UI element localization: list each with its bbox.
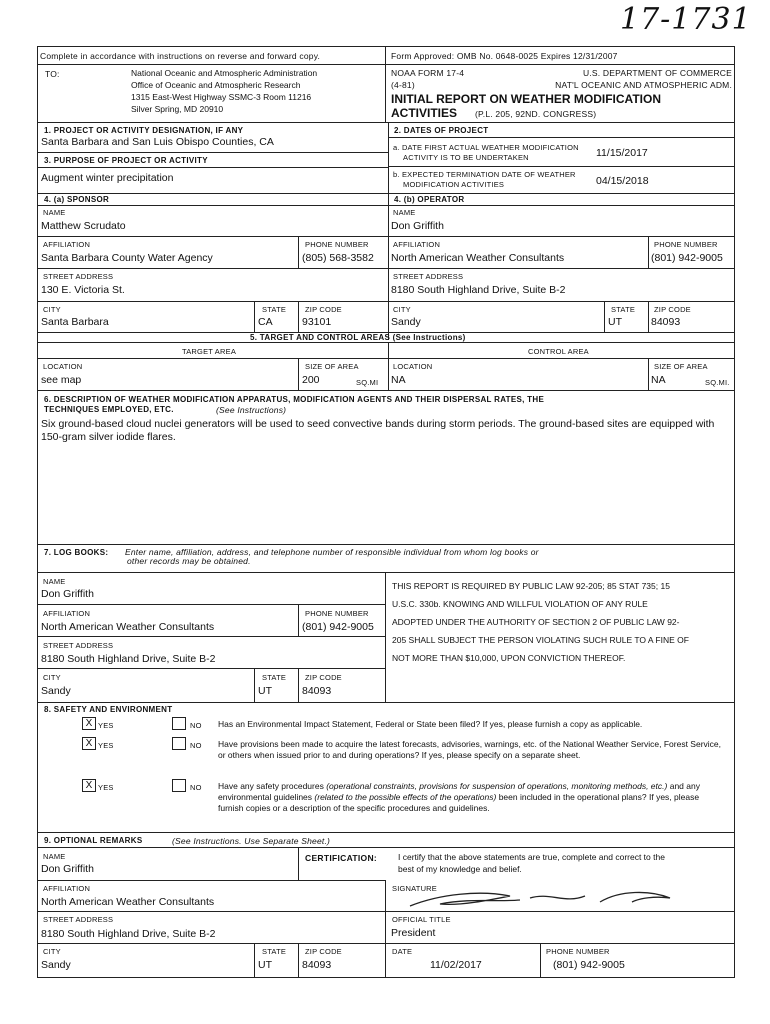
project-designation: Santa Barbara and San Luis Obispo Counties, CA bbox=[41, 136, 274, 148]
sponsor-city-label: CITY bbox=[43, 305, 61, 314]
safety-question-2: Have provisions been made to acquire the latest forecasts, advisories, warnings, etc. of the National Weather Service, Forest Service, or others when issued prior to and during operations? If yes, please specify on a separate sheet. bbox=[218, 739, 722, 760]
law-notice-line-5: NOT MORE THAN $10,000, UPON CONVICTION THEREOF. bbox=[392, 653, 626, 663]
certification-text-2: best of my knowledge and belief. bbox=[398, 864, 522, 874]
target-location: see map bbox=[41, 374, 82, 386]
certification-date: 11/02/2017 bbox=[430, 959, 482, 971]
section-9-header: 9. OPTIONAL REMARKS bbox=[44, 836, 143, 845]
remarks-city: Sandy bbox=[41, 959, 71, 971]
handwritten-report-number: 17-1731 bbox=[620, 2, 752, 37]
operator-phone: (801) 942-9005 bbox=[651, 252, 723, 264]
control-area-label: CONTROL AREA bbox=[528, 347, 589, 356]
date-first-activity: 11/15/2017 bbox=[596, 147, 648, 159]
date-first-label-2: ACTIVITY IS TO BE UNDERTAKEN bbox=[403, 153, 529, 162]
termination-label: b. EXPECTED TERMINATION DATE OF WEATHER bbox=[393, 170, 576, 179]
to-address-line-4: Silver Spring, MD 20910 bbox=[131, 104, 224, 114]
log-zip: 84093 bbox=[302, 685, 332, 697]
section-6-note: (See Instructions) bbox=[216, 405, 287, 415]
date-first-label: a. DATE FIRST ACTUAL WEATHER MODIFICATION bbox=[393, 143, 579, 152]
q3-yes-label: YES bbox=[98, 783, 114, 792]
log-street: 8180 South Highland Drive, Suite B-2 bbox=[41, 653, 216, 665]
log-street-label: STREET ADDRESS bbox=[43, 641, 114, 650]
form-date: (4-81) bbox=[391, 80, 415, 90]
q2-yes-label: YES bbox=[98, 741, 114, 750]
log-affiliation-label: AFFILIATION bbox=[43, 609, 91, 618]
q3-no-checkbox[interactable] bbox=[172, 779, 186, 792]
sponsor-zip: 93101 bbox=[302, 316, 332, 328]
q1-no-label: NO bbox=[190, 721, 202, 730]
law-notice-line-2: U.S.C. 330b. KNOWING AND WILLFUL VIOLATION OF ANY RULE bbox=[392, 599, 648, 609]
q2-no-checkbox[interactable] bbox=[172, 737, 186, 750]
operator-affiliation-label: AFFILIATION bbox=[393, 240, 441, 249]
project-purpose: Augment winter precipitation bbox=[41, 172, 174, 184]
to-address-line-3: 1315 East-West Highway SSMC-3 Room 11216 bbox=[131, 92, 312, 102]
signature bbox=[400, 884, 720, 914]
instruction-text: Complete in accordance with instructions on reverse and forward copy. bbox=[40, 51, 321, 61]
remarks-city-label: CITY bbox=[43, 947, 61, 956]
sponsor-phone-label: PHONE NUMBER bbox=[305, 240, 369, 249]
remarks-state: UT bbox=[258, 959, 272, 971]
signature-label: SIGNATURE bbox=[392, 884, 437, 893]
target-size-label: SIZE OF AREA bbox=[305, 362, 359, 371]
section-6-header: 6. DESCRIPTION OF WEATHER MODIFICATION APPARATUS, MODIFICATION AGENTS AND THEIR DISPERSAL RATES, THE bbox=[44, 395, 545, 404]
sponsor-name: Matthew Scrudato bbox=[41, 220, 126, 232]
operator-state: UT bbox=[608, 316, 622, 328]
official-title-label: OFFICIAL TITLE bbox=[392, 915, 451, 924]
operator-state-label: STATE bbox=[611, 305, 636, 314]
log-zip-label: ZIP CODE bbox=[305, 673, 342, 682]
to-address-line-1: National Oceanic and Atmospheric Administration bbox=[131, 68, 318, 78]
department-line-1: U.S. DEPARTMENT OF COMMERCE bbox=[583, 68, 732, 78]
control-size-unit: SQ.MI. bbox=[705, 378, 730, 387]
sponsor-street: 130 E. Victoria St. bbox=[41, 284, 125, 296]
q2-no-label: NO bbox=[190, 741, 202, 750]
remarks-street: 8180 South Highland Drive, Suite B-2 bbox=[41, 928, 216, 940]
section-2-header: 2. DATES OF PROJECT bbox=[394, 126, 489, 135]
q3-part-a: Have any safety procedures bbox=[218, 781, 324, 791]
remarks-affiliation-label: AFFILIATION bbox=[43, 884, 91, 893]
form-title-2: ACTIVITIES bbox=[391, 106, 458, 120]
certification-text: I certify that the above statements are true, complete and correct to the bbox=[398, 852, 665, 862]
remarks-state-label: STATE bbox=[262, 947, 287, 956]
operator-zip: 84093 bbox=[651, 316, 681, 328]
cert-phone: (801) 942-9005 bbox=[553, 959, 625, 971]
q3-part-d: (related to the possible effects of the operations) bbox=[314, 792, 497, 802]
log-state: UT bbox=[258, 685, 272, 697]
law-notice-line-4: 205 SHALL SUBJECT THE PERSON VIOLATING SUCH RULE TO A FINE OF bbox=[392, 635, 689, 645]
sponsor-street-label: STREET ADDRESS bbox=[43, 272, 114, 281]
section-1-header: 1. PROJECT OR ACTIVITY DESIGNATION, IF ANY bbox=[44, 126, 244, 135]
sponsor-city: Santa Barbara bbox=[41, 316, 109, 328]
operator-street-label: STREET ADDRESS bbox=[393, 272, 464, 281]
q3-part-c: and any environmental guidelines bbox=[218, 781, 700, 802]
operator-street: 8180 South Highland Drive, Suite B-2 bbox=[391, 284, 566, 296]
target-area-label: TARGET AREA bbox=[182, 347, 237, 356]
sponsor-affiliation: Santa Barbara County Water Agency bbox=[41, 252, 213, 264]
section-3-header: 3. PURPOSE OF PROJECT OR ACTIVITY bbox=[44, 156, 208, 165]
section-4b-header: 4. (b) OPERATOR bbox=[394, 195, 465, 204]
remarks-street-label: STREET ADDRESS bbox=[43, 915, 114, 924]
official-title: President bbox=[391, 927, 436, 939]
operator-city: Sandy bbox=[391, 316, 421, 328]
form-title: INITIAL REPORT ON WEATHER MODIFICATION bbox=[391, 92, 661, 106]
section-7-note: Enter name, affiliation, address, and telephone number of responsible individual from whom log books or bbox=[125, 547, 539, 557]
log-state-label: STATE bbox=[262, 673, 287, 682]
log-name: Don Griffith bbox=[41, 588, 94, 600]
log-name-label: NAME bbox=[43, 577, 66, 586]
section-7-note-2: other records may be obtained. bbox=[127, 556, 251, 566]
remarks-zip: 84093 bbox=[302, 959, 332, 971]
operator-name-label: NAME bbox=[393, 208, 416, 217]
control-location: NA bbox=[391, 374, 406, 386]
log-city: Sandy bbox=[41, 685, 71, 697]
log-city-label: CITY bbox=[43, 673, 61, 682]
log-affiliation: North American Weather Consultants bbox=[41, 621, 215, 633]
remarks-affiliation: North American Weather Consultants bbox=[41, 896, 215, 908]
section-6-header-2: TECHNIQUES EMPLOYED, ETC. bbox=[44, 405, 174, 414]
operator-phone-label: PHONE NUMBER bbox=[654, 240, 718, 249]
control-size-label: SIZE OF AREA bbox=[654, 362, 708, 371]
law-notice-line-1: THIS REPORT IS REQUIRED BY PUBLIC LAW 92-205; 85 STAT 735; 15 bbox=[392, 581, 670, 591]
q1-yes-label: YES bbox=[98, 721, 114, 730]
section-9-note: (See Instructions. Use Separate Sheet.) bbox=[172, 836, 331, 846]
sponsor-name-label: NAME bbox=[43, 208, 66, 217]
department-line-2: NAT'L OCEANIC AND ATMOSPHERIC ADM. bbox=[555, 80, 732, 90]
q1-no-checkbox[interactable] bbox=[172, 717, 186, 730]
remarks-name-label: NAME bbox=[43, 852, 66, 861]
section-5-header: 5. TARGET AND CONTROL AREAS (See Instructions) bbox=[250, 333, 466, 342]
log-phone-label: PHONE NUMBER bbox=[305, 609, 369, 618]
form-number: NOAA FORM 17-4 bbox=[391, 68, 465, 78]
sponsor-phone: (805) 568-3582 bbox=[302, 252, 374, 264]
section-8-header: 8. SAFETY AND ENVIRONMENT bbox=[44, 705, 173, 714]
date-label: DATE bbox=[392, 947, 413, 956]
operator-name: Don Griffith bbox=[391, 220, 444, 232]
safety-question-3 bbox=[218, 781, 723, 814]
target-size: 200 bbox=[302, 374, 320, 386]
sponsor-state-label: STATE bbox=[262, 305, 287, 314]
cert-phone-label: PHONE NUMBER bbox=[546, 947, 610, 956]
control-location-label: LOCATION bbox=[393, 362, 433, 371]
control-size: NA bbox=[651, 374, 666, 386]
law-notice-line-3: ADOPTED UNDER THE AUTHORITY OF SECTION 2 OF PUBLIC LAW 92- bbox=[392, 617, 680, 627]
q3-yes-checkbox[interactable]: X bbox=[82, 779, 96, 792]
section-4a-header: 4. (a) SPONSOR bbox=[44, 195, 110, 204]
log-phone: (801) 942-9005 bbox=[302, 621, 374, 633]
sponsor-zip-label: ZIP CODE bbox=[305, 305, 342, 314]
section-7-header: 7. LOG BOOKS: bbox=[44, 548, 109, 557]
q3-part-e: been included in the operational plans? If yes, please furnish copies or a description of the specific procedures and guidelines. bbox=[218, 792, 700, 813]
q2-yes-checkbox[interactable]: X bbox=[82, 737, 96, 750]
remarks-name: Don Griffith bbox=[41, 863, 94, 875]
sponsor-affiliation-label: AFFILIATION bbox=[43, 240, 91, 249]
to-address-line-2: Office of Oceanic and Atmospheric Research bbox=[131, 80, 301, 90]
termination-label-2: MODIFICATION ACTIVITIES bbox=[403, 180, 505, 189]
target-size-unit: SQ.MI bbox=[356, 378, 379, 387]
q3-part-b: (operational constraints, provisions for suspension of operations, monitoring methods, etc.) bbox=[326, 781, 668, 791]
to-label: TO: bbox=[45, 69, 60, 79]
form-title-note: (P.L. 205, 92ND. CONGRESS) bbox=[475, 109, 597, 119]
remarks-zip-label: ZIP CODE bbox=[305, 947, 342, 956]
target-location-label: LOCATION bbox=[43, 362, 83, 371]
operator-affiliation: North American Weather Consultants bbox=[391, 252, 565, 264]
q3-no-label: NO bbox=[190, 783, 202, 792]
omb-notice: Form Approved: OMB No. 0648-0025 Expires 12/31/2007 bbox=[391, 51, 618, 61]
operator-zip-label: ZIP CODE bbox=[654, 305, 691, 314]
termination-date: 04/15/2018 bbox=[596, 175, 649, 187]
certification-label: CERTIFICATION: bbox=[305, 853, 378, 863]
operator-city-label: CITY bbox=[393, 305, 411, 314]
sponsor-state: CA bbox=[258, 316, 273, 328]
safety-question-1: Has an Environmental Impact Statement, Federal or State been filed? If yes, please furnish a copy as applicable. bbox=[218, 719, 643, 729]
modification-description: Six ground-based cloud nuclei generators will be used to seed convective bands during storm periods. The ground-based sites are equipped with 150-gram silver iodide flares. bbox=[41, 418, 715, 443]
q1-yes-checkbox[interactable]: X bbox=[82, 717, 96, 730]
